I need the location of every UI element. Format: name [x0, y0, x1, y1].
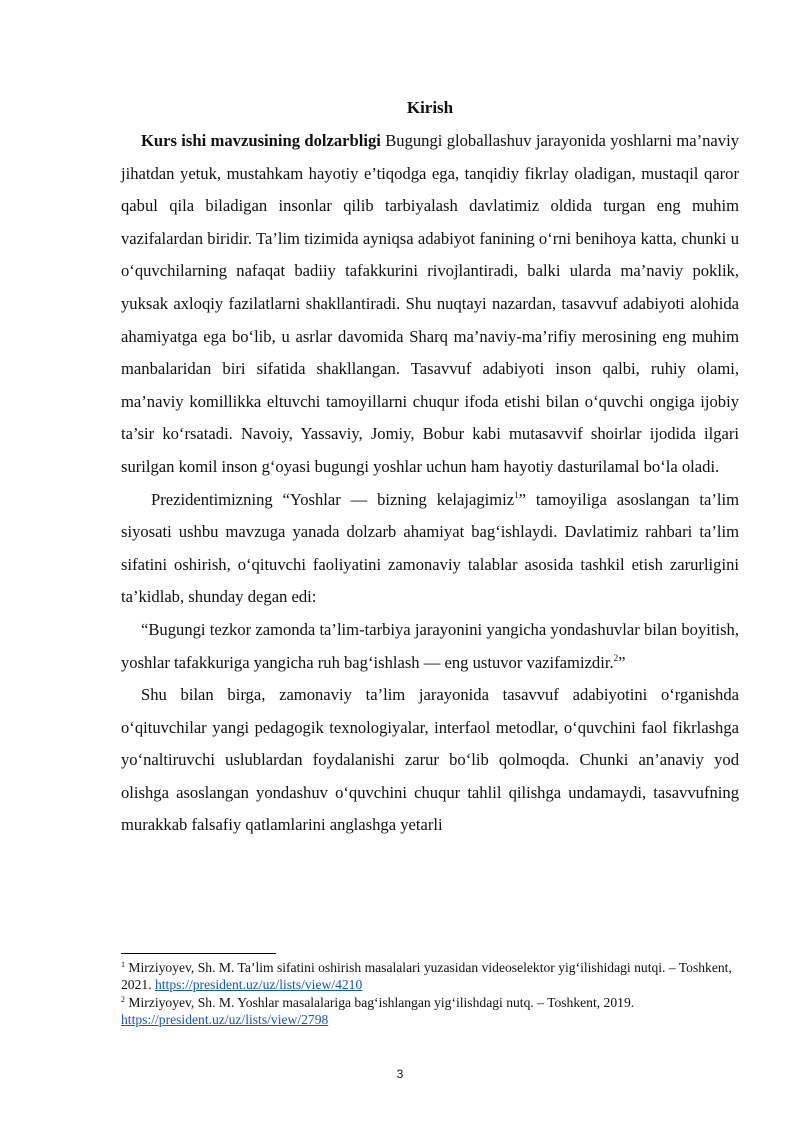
footnotes: [121, 960, 739, 1030]
quote-close: ”: [618, 652, 626, 672]
paragraph-president: [121, 484, 739, 614]
footnote-separator: [121, 953, 276, 954]
footnote-link[interactable]: https://president.uz/uz/lists/view/4210: [154, 976, 363, 992]
footnote-mark: 1: [121, 960, 125, 969]
footnote-ref[interactable]: 1: [514, 489, 519, 500]
main-text: [121, 95, 739, 842]
footnote-ref[interactable]: 2: [613, 652, 619, 663]
paragraph-text: ” tamoyiliga asoslangan ta’lim siyosati ushbu mavzuga yanada dolzarb ahamiyat bag‘ishlaydi. Davlatimiz rahbari ta’lim sifatini oshirish, o‘qituvchi faoliyatini zamonaviy talablar asosida tashkil etish zarurligini ta’kidlab, shunday degan edi:: [121, 489, 740, 607]
paragraph-heading: Kurs ishi mavzusining dolzarbligi: [141, 131, 381, 150]
footnote-mark: 2: [121, 995, 125, 1004]
section-title: Kirish: [406, 98, 454, 117]
footnote-1: [121, 960, 739, 993]
paragraph-text: Bugungi globallashuv jarayonida yoshlarni ma’naviy jihatdan yetuk, mustahkam hayotiy e’tiqodga ega, tanqidiy fikrlay oladigan, mustaqil qaror qabul qila biladigan insonlar qilib tarbiyalash davlatimiz oldida turgan eng muhim vazifalardan biridir. Ta’lim tizimida ayniqsa adabiyot fanining o‘rni benihoya katta, chunki u o‘quvchilarning nafaqat badiiy tafakkurini rivojlantiradi, balki ularda ma’naviy poklik, yuksak axloqiy fazilatlarni shakllantiradi. Shu nuqtayi nazardan, tasavvuf adabiyoti alohida ahamiyatga ega bo‘lib, u asrlar davomida Sharq ma’naviy-ma’rifiy merosining eng muhim manbalaridan biri sifatida shakllangan. Tasavvuf adabiyoti inson qalbi, ruhiy olami, ma’naviy komillikka eltuvchi tamoyillarni chuqur ifoda etishi bilan o‘quvchi ongiga ijobiy ta’sir ko‘rsatadi. Navoiy, Yassaviy, Jomiy, Bobur kabi mutasavvif shoirlar ijodida ilgari surilgan komil inson g‘oyasi bugungi yoshlar uchun ham hayotiy dasturilamal bo‘la oladi.: [121, 131, 739, 476]
page-number: 3: [396, 1067, 404, 1081]
paragraph-quote: [121, 614, 739, 679]
quote-text: “Bugungi tezkor zamonda ta’lim-tarbiya jarayonini yangicha yondashuvlar bilan boyitish, yoshlar tafakkuriga yangicha ruh bag‘ishlash — eng ustuvor vazifamizdir.: [121, 619, 739, 672]
footnote-link[interactable]: https://president.uz/uz/lists/view/2798: [121, 1011, 329, 1027]
paragraph-methods: [121, 679, 739, 842]
paragraph-text: Prezidentimizning “Yoshlar — bizning kelajagimiz: [151, 489, 515, 509]
paragraph-text: Shu bilan birga, zamonaviy ta’lim jarayonida tasavvuf adabiyotini o‘rganishda o‘qituvchilar yangi pedagogik texnologiyalar, interfaol metodlar, o‘quvchini faol fikrlashga yo‘naltiruvchi uslublardan foydalanishi zarur bo‘lib qolmoqda. Chunki an’anaviy yod olishga asoslangan yondashuv o‘quvchini chuqur tahlil qilishga undamaydi, tasavvufning murakkab falsafiy qatlamlarini anglashga yetarli: [121, 685, 739, 835]
paragraph-relevance: [121, 125, 739, 484]
footnote-2: [121, 995, 739, 1028]
footnote-text: Mirziyoyev, Sh. M. Yoshlar masalalariga bag‘ishlangan yig‘ilishdagi nutq. – Toshkent, 2019.: [125, 995, 635, 1010]
footnote-text: Mirziyoyev, Sh. M. Ta’lim sifatini oshirish masalalari yuzasidan videoselektor yig‘ilishidagi nutqi. – Toshkent, 2021.: [121, 960, 732, 992]
